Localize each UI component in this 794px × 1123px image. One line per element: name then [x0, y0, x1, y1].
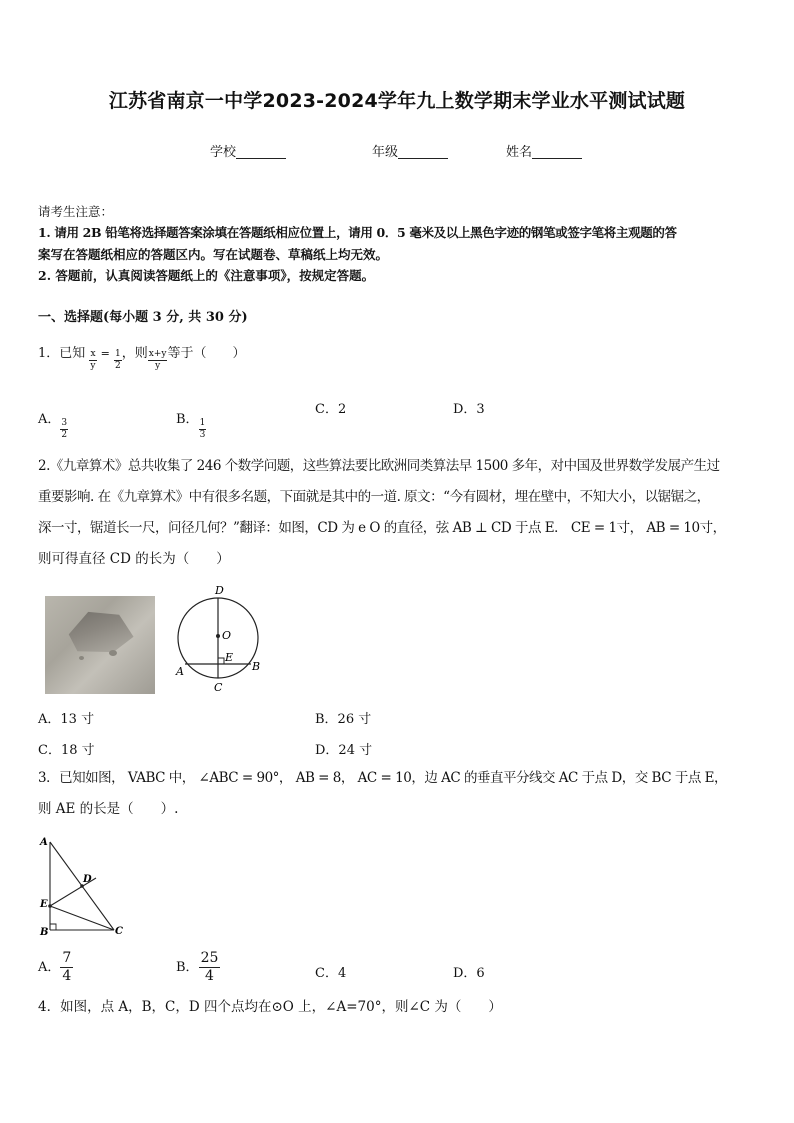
q2-line-2: 重要影响. 在《九章算术》中有很多名题，下面就是其中的一道. 原文：“今有圆材，埋在壁中，不知大小，以锯锯之，	[38, 489, 710, 505]
q2-pebble	[109, 650, 117, 656]
q1-option-d[interactable]: D．3	[453, 402, 485, 417]
q3-point-e	[48, 904, 52, 908]
q2-pebble	[79, 656, 84, 660]
q3-label-a: A	[40, 837, 48, 848]
q4-line-1: 4．如图，点 A，B，C，D 四个点均在⊙O 上，∠A=70°，则∠C 为（ ）	[38, 999, 502, 1015]
q1-option-b[interactable]: B． $\frac{1}{3}$	[176, 412, 206, 440]
grade-blank[interactable]	[398, 144, 448, 159]
q3-segment-ec	[50, 906, 114, 930]
q2-buried-log-photo	[45, 596, 155, 694]
q1-number: 1．	[38, 346, 60, 361]
q2-label-c: C	[214, 681, 223, 694]
q3-option-a-fraction: $\frac{7}{4}$	[62, 950, 72, 984]
q3-option-b[interactable]: B． $\frac{25}{4}$	[176, 950, 219, 984]
q1-post: 等于（ ）	[167, 346, 246, 361]
q2-circle-diagram	[170, 582, 270, 694]
q2-option-c[interactable]: C．18 寸	[38, 743, 95, 758]
school-blank[interactable]	[236, 144, 286, 159]
q3-label-e: E	[40, 899, 48, 910]
q2-line-4: 则可得直径 CD 的长为（ ）	[38, 551, 230, 567]
q2-option-a[interactable]: A．13 寸	[38, 712, 95, 727]
notice-line-1b: 案写在答题纸相应的答题区内。写在试题卷、草稿纸上均无效。	[38, 247, 389, 262]
q3-label-c: C	[115, 926, 123, 937]
notice-line-1a: 1. 请用 2B 铅笔将选择题答案涂填在答题纸相应位置上，请用 0．5 毫米及以上黑色字迹的钢笔或签字笔将主观题的答	[38, 225, 677, 240]
q3-option-d[interactable]: D．6	[453, 966, 485, 981]
q2-label-d: D	[215, 584, 224, 597]
q2-option-d[interactable]: D．24 寸	[315, 743, 373, 758]
q2-label-e: E	[225, 651, 234, 664]
q1-pre: 已知	[59, 346, 86, 361]
notice-heading: 请考生注意：	[38, 204, 114, 219]
q1-fraction-x-over-y: $\frac{x}{y}$	[90, 349, 96, 371]
school-field[interactable]	[210, 141, 286, 160]
q1-mid: ，则	[121, 346, 148, 361]
q3-label-b: B	[40, 927, 49, 938]
name-blank[interactable]	[532, 144, 582, 159]
question-1-stem	[38, 335, 245, 372]
q3-label-d: D	[83, 874, 92, 885]
q3-option-b-fraction: $\frac{25}{4}$	[200, 950, 219, 984]
q2-line-3: 深一寸，锯道长一尺，问径几何？”翻译：如图，CD 为 e O 的直径，弦 AB ⊥ CD 于点 E． CE = 1寸， AB = 10寸，	[38, 520, 726, 536]
q2-line-1: 2.《九章算术》总共收集了 246 个数学问题，这些算法要比欧洲同类算法早 1500 多年，对中国及世界数学发展产生过	[38, 458, 720, 474]
page-title: 江苏省南京一中学2023-2024学年九上数学期末学业水平测试试题	[108, 90, 686, 112]
q1-option-c[interactable]: C．2	[315, 402, 347, 417]
grade-field[interactable]	[372, 141, 448, 160]
q1-option-a[interactable]: A． $\frac{3}{2}$	[38, 412, 68, 440]
q3-triangle-diagram	[36, 832, 132, 940]
q2-center-point	[216, 634, 220, 638]
q3-option-c[interactable]: C．4	[315, 966, 347, 981]
notice-line-2: 2. 答题前，认真阅读答题纸上的《注意事项》，按规定答题。	[38, 268, 375, 283]
q3-line-2: 则 AE 的长是（ ）.	[38, 801, 179, 817]
section-choice-heading: 一、选择题(每小题 3 分, 共 30 分)	[38, 310, 248, 325]
q2-label-a: A	[176, 665, 184, 678]
name-field[interactable]	[506, 141, 582, 160]
q1-equals: =	[100, 347, 110, 360]
q2-log-shape	[63, 608, 135, 656]
q2-option-b[interactable]: B．26 寸	[315, 712, 372, 727]
name-label: 姓名	[506, 145, 533, 160]
school-label: 学校	[210, 145, 237, 160]
q2-right-angle-mark	[218, 658, 224, 664]
q3-line-1: 3．已知如图， VABC 中， ∠ABC = 90°， AB = 8， AC = 10，边 AC 的垂直平分线交 AC 于点 D，交 BC 于点 E，	[38, 770, 727, 786]
q3-option-a[interactable]: A． $\frac{7}{4}$	[38, 950, 72, 984]
q2-label-b: B	[252, 660, 261, 673]
q1-option-b-fraction: $\frac{1}{3}$	[199, 418, 206, 440]
q1-option-a-fraction: $\frac{3}{2}$	[61, 418, 68, 440]
q2-label-o: O	[222, 629, 232, 642]
q1-fraction-one-half: $\frac{1}{2}$	[115, 349, 121, 371]
q3-right-angle-mark	[50, 924, 56, 930]
q1-fraction-xy-over-y: $\frac{x+y}{y}$	[148, 349, 167, 371]
grade-label: 年级	[372, 145, 399, 160]
